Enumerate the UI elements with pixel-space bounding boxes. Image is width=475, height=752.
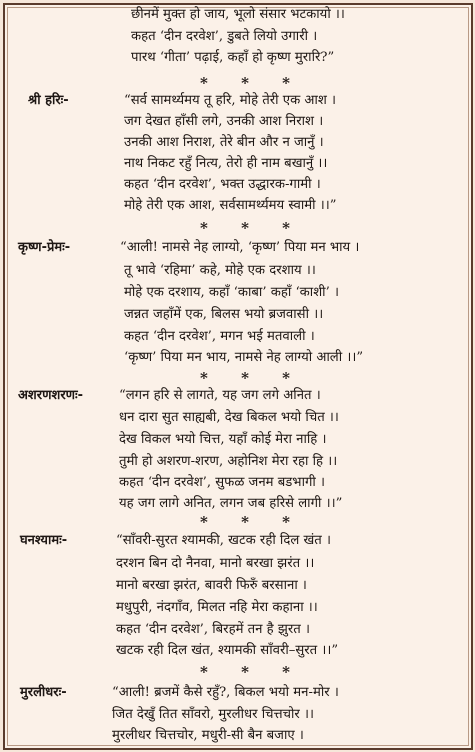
- verse-line: कहत ‘दीन दरवेश’, बिरहमें तन है झुरत ।: [116, 622, 310, 637]
- verse-line: “लगन हरि से लागते, यह जग लगे अनित ।: [119, 388, 321, 403]
- verse-line: “आली! ब्रजमें कैसे रहुँ?, बिकल भयो मन-मोर ।: [112, 685, 339, 700]
- verse-line: “सर्व सामर्थ्यमय तू हरि, मोहे तेरी एक आश ।: [124, 93, 337, 108]
- section-heading-asharan-sharan: अशरणशरणः-: [18, 388, 84, 403]
- verse-line: दरशन बिन दो नैनवा, मानो बरखा झरंत ।।: [116, 556, 315, 571]
- verse-line: कहत ‘दीन दरवेश’, भक्त उद्धारक-गामी ।: [124, 177, 321, 192]
- verse-line: यह जग लागे अनित, लगन जब हरिसे लागी ।।”: [119, 496, 343, 511]
- section-divider: * * *: [200, 369, 304, 387]
- section-divider: * * *: [200, 513, 304, 531]
- verse-line: कहत ‘दीन दरवेश’, मगन भई मतवाली ।: [124, 329, 315, 344]
- verse-line: मधुपुरी, नंदगाँव, मिलत नहि मेरा कहाना ।।: [116, 600, 318, 615]
- verse-line: कहत ‘दीन दरवेश’, डुबते लियो उगारी ।: [131, 29, 318, 44]
- section-heading-ghanshyam: घनश्यामः-: [20, 533, 68, 548]
- verse-line: मुरलीधर चित्तचोर, मधुरी-सी बैन बजाए ।: [112, 728, 304, 743]
- verse-line: तुमी हो अशरण-शरण, अहोनिश मेरा रहा हि ।।: [119, 454, 338, 469]
- section-divider: * * *: [200, 74, 304, 92]
- verse-line: जन्नत जहाँमें एक, बिलस भयो ब्रजवासी ।।: [124, 307, 324, 322]
- verse-line: नाथ निकट रहुँ नित्य, तेरो ही नाम बखानुँ ।।: [124, 156, 328, 171]
- verse-line: धन दारा सुत साह्यबी, देख बिकल भयो चित ।।: [119, 410, 339, 425]
- section-divider: * * *: [200, 219, 304, 237]
- verse-line: पारथ ‘गीता’ पढ़ाई, कहाँ हो कृष्ण मुरारि?”: [131, 50, 335, 65]
- verse-line: मानो बरखा झरंत, बावरी फिरुँ बरसाना ।: [116, 578, 307, 593]
- verse-line: “साँवरी-सुरत श्यामकी, खटक रही दिल खंत ।: [116, 533, 331, 548]
- verse-line: देख विकल भयो चित्त, यहाँ कोई मेरा नाहि ।: [119, 432, 327, 447]
- verse-line: छीनमें मुक्त हो जाय, भूलो संसार भटकायो ।।: [131, 7, 345, 22]
- verse-line: जग देखत हाँसी लगे, उनकी आश निराश ।: [124, 114, 324, 129]
- verse-line: ‘कृष्ण’ पिया मन भाय, नामसे नेह लाग्यो आली ।।”: [124, 350, 364, 365]
- verse-line: “आली! नामसे नेह लाग्यो, ‘कृष्ण’ पिया मन भाय ।: [120, 240, 360, 255]
- verse-line: तू भावे ‘रहिमा’ कहे, मोहे एक दरशाय ।।: [124, 263, 316, 278]
- section-heading-krishna-prem: कृष्ण-प्रेमः-: [18, 240, 71, 255]
- verse-line: खटक रही दिल खंत, श्यामकी साँवरी–सुरत ।।”: [116, 643, 339, 658]
- verse-line: जित देखुँ तित साँवरो, मुरलीधर चित्तचोर ।।: [112, 707, 314, 722]
- verse-line: उनकी आश निराश, तेरे बीन और न जानुँ ।: [124, 135, 324, 150]
- verse-line: मोहे तेरी एक आश, सर्वसामर्थ्यमय स्वामी ।।”: [124, 198, 337, 213]
- verse-line: कहत ‘दीन दरवेश’, सुफळ जनम बडभागी ।: [119, 475, 326, 490]
- section-heading-shri-hari: श्री हरिः-: [28, 93, 69, 108]
- section-heading-murlidhar: मुरलीधरः-: [20, 685, 67, 700]
- section-divider: * * *: [200, 663, 304, 681]
- verse-line: मोहे एक दरशाय, कहाँ ‘काबा’ कहाँ ‘काशी’ ।: [124, 285, 339, 300]
